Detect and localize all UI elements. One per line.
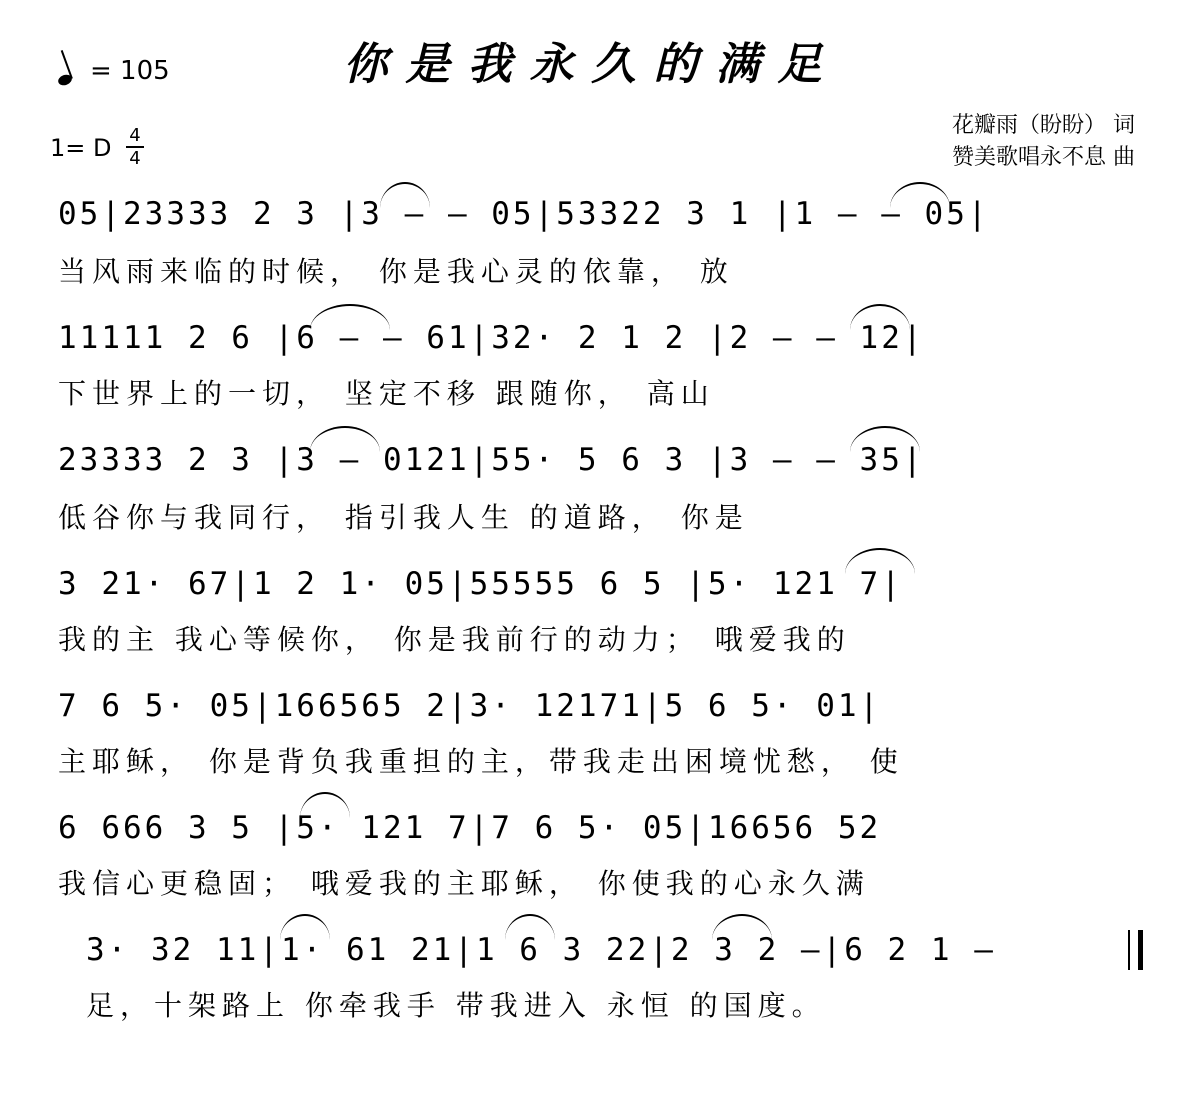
music-line-7: 3· 32 11|1· 61 21|1 6 3 22|2 3 2 –|6 2 1 – — [86, 932, 996, 968]
tempo-marking — [58, 56, 170, 86]
key-signature: 1= D — [50, 134, 112, 162]
lyric-line-2: 下世界上的一切， 坚定不移 跟随你， 高山 — [58, 377, 715, 410]
tie-arc — [845, 548, 915, 574]
tempo-value: = 105 — [90, 56, 170, 86]
tie-arc — [310, 304, 390, 330]
final-barline — [1128, 930, 1143, 970]
lyric-line-7: 足，十架路上 你牵我手 带我进入 永恒 的国度。 — [86, 989, 826, 1022]
tie-arc — [300, 792, 350, 818]
music-line-1: 05|23333 2 3 |3 – – 05|53322 3 1 |1 – – 05| — [58, 196, 990, 232]
tie-arc — [380, 182, 430, 208]
music-line-2: 11111 2 6 |6 – – 61|32· 2 1 2 |2 – – 12| — [58, 320, 925, 356]
lyric-line-5: 主耶稣， 你是背负我重担的主，带我走出困境忧愁， 使 — [58, 745, 904, 778]
lyricist-credit: 花瓣雨（盼盼） 词 — [952, 113, 1135, 138]
song-title: 你是我永久的满足 — [343, 39, 840, 90]
music-line-3: 23333 2 3 |3 – 0121|55· 5 6 3 |3 – – 35| — [58, 442, 925, 478]
time-signature — [126, 126, 144, 168]
lyric-line-1: 当风雨来临的时候， 你是我心灵的依靠， 放 — [58, 255, 734, 288]
tie-arc — [850, 304, 910, 330]
tie-arc — [890, 182, 950, 208]
composer-credit: 赞美歌唱永不息 曲 — [952, 145, 1135, 170]
music-line-4: 3 21· 67|1 2 1· 05|55555 6 5 |5· 121 7| — [58, 566, 903, 602]
tie-arc — [280, 914, 330, 940]
tie-arc — [850, 426, 920, 452]
lyric-line-6: 我信心更稳固； 哦爱我的主耶稣， 你使我的心永久满 — [58, 867, 870, 900]
time-signature-bottom: 4 — [129, 148, 141, 169]
tie-arc — [310, 426, 380, 452]
music-line-5: 7 6 5· 05|166565 2|3· 12171|5 6 5· 01| — [58, 688, 882, 724]
music-line-6: 6 666 3 5 |5· 121 7|7 6 5· 05|16656 52 — [58, 810, 882, 846]
lyric-line-3: 低谷你与我同行， 指引我人生 的道路， 你是 — [58, 501, 749, 534]
quarter-note-icon — [57, 73, 74, 87]
lyric-line-4: 我的主 我心等候你， 你是我前行的动力； 哦爱我的 — [58, 623, 851, 656]
tie-arc — [712, 914, 772, 940]
time-signature-top: 4 — [129, 125, 141, 146]
tie-arc — [505, 914, 555, 940]
